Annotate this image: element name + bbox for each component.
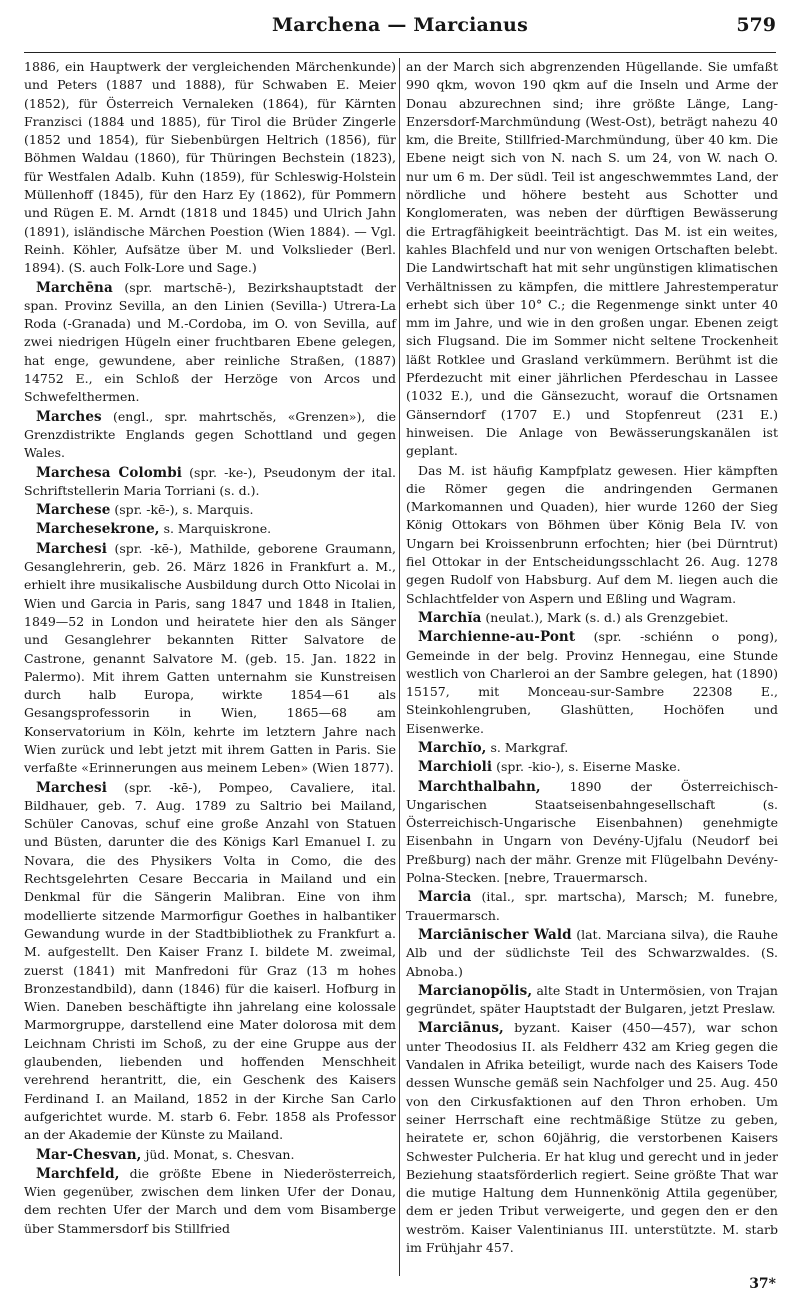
dictionary-entry: [406, 982, 778, 1019]
right-column: [406, 58, 778, 1258]
entry-headword: Marchese: [36, 502, 111, 519]
entry-headword: Marches: [36, 408, 102, 425]
entry-body: (spr. -ke-), Pseudonym der ital. Schriftstellerin Maria Torriani (s. d.).: [24, 464, 396, 498]
dictionary-entry: [406, 628, 778, 738]
dictionary-entry: [24, 464, 396, 501]
entry-headword: Marchioli: [418, 759, 493, 776]
entry-body: (engl., spr. mahrtschĕs, «Grenzen»), die Grenzdistrikte Englands gegen Schottland und gegen Wales.: [24, 408, 396, 461]
left-column: [24, 58, 396, 1239]
entry-headword: Marchĭo,: [418, 739, 487, 756]
entry-headword: Marchfeld,: [36, 1165, 120, 1182]
entry-text: [24, 58, 396, 278]
column-divider: [399, 58, 400, 1276]
entry-body: an der March sich abgrenzenden Hügellande. Sie umfaßt 990 qkm, wovon 190 qkm auf die Inseln und Arme der Donau abzurechnen sind; ihre größte Länge, Lang-Enzersdorf-Marchmündung (West-Ost), beträgt nahezu 40 km, die Breite, Stillfried-Marchmündung, über 40 km. Die Ebene neigt sich von N. nach S. um 24, von W. nach O. nur um 6 m. Der südl. Teil ist angeschwemmtes Land, der nördliche und höhere besteht aus Schotter und Konglomeraten, was neben der dürftigen Bewässerung die Ertragfähigkeit beeinträchtigt. Das M. ist ein weites, kahles Blachfeld und nur von wenigen Ortschaften belebt. Die Landwirtschaft hat mit sehr ungünstigen klimatischen Verhältnissen zu kämpfen, die mittlere Jahrestemperatur erhebt sich über 10° C.; die Regenmenge sinkt unter 40 mm im Jahre, und wie in den großen ungar. Ebenen zeigt sich Flugsand. Die im Sommer nicht seltene Trockenheit läßt Rotklee und Grasland verkümmern. Berühmt ist die Pferdezucht mit einer jährlichen Pferdeschau in Lassee (1032 E.), und die Gänsezucht, worauf die Ortsnamen Gänserndorf (1707 E.) und Stopfenreut (231 E.) hinweisen. Die Anlage von Bewässerungskanälen ist geplant.: [406, 59, 778, 459]
entry-headword: Marchēna: [36, 279, 113, 296]
entry-headword: Marchienne-au-Pont: [418, 629, 576, 646]
entry-body: Das M. ist häufig Kampfplatz gewesen. Hier kämpften die Römer gegen die andringenden Germanen (Markomannen und Quaden), hier wurde 1260 der Sieg König Ottokars von Böhmen über König Bela IV. von Ungarn bei Kroissenbrunn erfochten; hier (bei Dürntrut) fiel Ottokar in der Entscheidungsschlacht 26. Aug. 1278 gegen Rudolf von Habsburg. Auf dem M. liegen auch die Schlachtfelder von Aspern und Eßling und Wagram.: [406, 462, 778, 606]
entry-headword: Marciānischer Wald: [418, 926, 572, 943]
entry-headword: Marciānus,: [418, 1020, 504, 1037]
entry-body: 1890 der Österreichisch-Ungarischen Staatseisenbahngesellschaft (s. Österreichisch-Ungarische Eisenbahnen) genehmigte Eisenbahn in Ungarn von Devény-Ujfalu (Neudorf bei Preßburg) nach der mähr. Grenze mit Flügelbahn Devény-Polna-Stecken. [nebre, Trauermarsch.: [406, 778, 778, 886]
dictionary-entry: [406, 739, 778, 757]
entry-text: [406, 58, 778, 461]
entry-headword: Marchesa Colombi: [36, 464, 182, 481]
dictionary-entry: [406, 609, 778, 627]
page-header: [24, 14, 776, 42]
dictionary-entry: [406, 778, 778, 888]
entry-body: (spr. -kē-), Pompeo, Cavaliere, ital. Bildhauer, geb. 7. Aug. 1789 zu Saltrio bei Mailand, Schüler Canovas, schuf eine große Anzahl von Statuen und Büsten, darunter die des Königs Karl Emanuel I. zu Novara, die des Physikers Volta in Como, die des Rechtsgelehrten Cesare Beccaria in Mailand und ein Denkmal für die Sängerin Malibran. Eine von ihm modellierte sitzende Marmorfigur Goethes in halbantiker Gewandung wurde in der Stadtbibliothek zu Frankfurt a. M. aufgestellt. Den Kaiser Franz I. bildete M. zweimal, zuerst (1841) mit Manfredoni für Graz (13 m hohes Bronzestandbild), dann (1846) für die kaiserl. Hofburg in Wien. Daneben beschäftigte ihn jahrelang eine kolossale Marmorgruppe, darstellend eine Mater dolorosa mit dem Leichnam Christi im Schoß, zu der eine Gruppe aus der glaubenden, liebenden und hoffenden Menschheit verehrend herantritt, die, ein Geschenk des Kaisers Ferdinand I. an Mailand, 1852 in der Kirche San Carlo aufgerichtet wurde. M. starb 6. Febr. 1858 als Professor an der Akademie der Künste zu Mailand.: [24, 779, 396, 1143]
entry-body: jüd. Monat, s. Chesvan.: [141, 1146, 295, 1162]
signature-mark: 37*: [749, 1276, 776, 1292]
entry-body: (neulat.), Mark (s. d.) als Grenzgebiet.: [481, 609, 729, 625]
entry-headword: Marchesi: [36, 540, 107, 557]
entry-body: alte Stadt in Untermösien, von Trajan gegründet, später Hauptstadt der Bulgaren, jetzt Preslaw.: [406, 982, 778, 1017]
dictionary-entry: [24, 1165, 396, 1238]
dictionary-entry: [406, 888, 778, 925]
entry-body: (spr. -kē-), s. Marquis.: [110, 502, 254, 518]
entry-body: (spr. -kē-), Mathilde, geborene Graumann, Gesanglehrerin, geb. 26. März 1826 in Frankfurt a. M., erhielt ihre musikalische Ausbildung durch Otto Nicolai in Wien und Garcia in Paris, sang 1847 und 1848 in Italien, 1849—52 in London und heiratete hier den als Sänger und Gesanglehrer bekannten Ritter Salvatore de Castrone, genannt Salvatore M. (geb. 15. Jan. 1822 in Palermo). Mit ihrem Gatten unternahm sie Kunstreisen durch halb Europa, wirkte 1854—61 als Gesangsprofessorin in Wien, 1865—68 am Konservatorium in Köln, kehrte im letztern Jahre nach Wien zurück und lebt jetzt mit ihrem Gatten in Paris. Sie verfaßte «Erinnerungen aus meinem Leben» (Wien 1877).: [24, 540, 396, 776]
dictionary-entry: [406, 1019, 778, 1257]
entry-headword: Marcia: [418, 889, 472, 906]
page-number: 579: [736, 14, 776, 36]
entry-body: (ital., spr. martscha), Marsch; M. funebre, Trauermarsch.: [406, 889, 778, 923]
entry-body: byzant. Kaiser (450—457), war schon unter Theodosius II. als Feldherr 432 am Krieg gegen die Vandalen in Afrika beteiligt, wurde nach des Kaisers Tode dessen Wunsche gemäß sein Nachfolger und 25. Aug. 450 von den Cirkusfaktionen auf den Thron erhoben. Um seiner Herrschaft eine rechtmäßige Stütze zu geben, heiratete er, schon 60jährig, die verstorbenen Kaisers Schwester Pulcheria. Er hat klug und gerecht und in jeder Beziehung staatsförderlich regiert. Seine größte That war die mutige Haltung dem Hunnenkönig Attila gegenüber, dem er jeden Tribut verweigerte, und gegen den er den weström. Kaiser Valentinianus III. unterstützte. M. starb im Frühjahr 457.: [406, 1020, 778, 1255]
entry-body: (spr. -kio-), s. Eiserne Maske.: [492, 759, 681, 775]
entry-body: (spr. martschē-), Bezirkshauptstadt der span. Provinz Sevilla, an den Linien (Sevilla-) Utrera-La Roda (-Granada) und M.-Cordoba, im O. von Sevilla, auf zwei niedrigen Hügeln einer fruchtbaren Ebene gelegen, hat enge, gewundene, aber reinliche Straßen, (1887) 14752 E., ein Schloß der Herzöge von Arcos und Schwefelthermen.: [24, 279, 396, 405]
header-rule: [24, 52, 776, 53]
dictionary-entry: [24, 779, 396, 1145]
entry-headword: Marchĭa: [418, 609, 482, 626]
entry-headword: Marchesi: [36, 779, 107, 796]
dictionary-entry: [24, 540, 396, 778]
entry-headword: Marcianopŏlis,: [418, 982, 533, 999]
entry-body: (spr. -schiénn o pong), Gemeinde in der belg. Provinz Hennegau, eine Stunde westlich von Charleroi an der Sambre gelegen, hat (1890) 15157, mit Monceau-sur-Sambre 22308 E., Steinkohlengruben, Glashütten, Hochöfen und Eisenwerke.: [406, 629, 778, 736]
entry-body: s. Markgraf.: [486, 739, 569, 755]
dictionary-entry: [24, 520, 396, 538]
entry-body: die größte Ebene in Niederösterreich, Wien gegenüber, zwischen dem linken Ufer der Donau, dem rechten Ufer der March und dem vom Bisamberge über Stammersdorf bis Stillfried: [24, 1165, 396, 1236]
running-head: Marchena — Marcianus: [272, 14, 528, 36]
entry-text: [406, 462, 778, 608]
dictionary-entry: [24, 408, 396, 463]
dictionary-entry: [24, 501, 396, 519]
dictionary-entry: [24, 1146, 396, 1164]
entry-headword: Marchthalbahn,: [418, 778, 541, 795]
entry-body: (lat. Marciana silva), die Rauhe Alb und der südlichste Teil des Schwarzwaldes. (S. Abnoba.): [406, 926, 778, 979]
entry-headword: Marchesekrone,: [36, 521, 160, 538]
dictionary-entry: [24, 279, 396, 407]
entry-body: s. Marquiskrone.: [159, 521, 272, 537]
dictionary-entry: [406, 926, 778, 981]
entry-body: 1886, ein Hauptwerk der vergleichenden Märchenkunde) und Peters (1887 und 1888), für Schwaben E. Meier (1852), für Österreich Vernaleken (1864), für Kärnten Franzisci (1884 und 1885), für Tirol die Brüder Zingerle (1852 und 1854), für Siebenbürgen Heltrich (1856), für Böhmen Waldau (1860), für Thüringen Bechstein (1823), für Westfalen Adalb. Kuhn (1859), für Schleswig-Holstein Müllenhoff (1845), für den Harz Ey (1862), für Pommern und Rügen E. M. Arndt (1818 und 1845) und Ulrich Jahn (1891), isländische Märchen Poestion (Wien 1884). — Vgl. Reinh. Köhler, Aufsätze über M. und Volkslieder (Berl. 1894). (S. auch Folk-Lore und Sage.): [24, 59, 396, 276]
dictionary-entry: [406, 758, 778, 776]
entry-headword: Mar-Chesvan,: [36, 1146, 142, 1163]
